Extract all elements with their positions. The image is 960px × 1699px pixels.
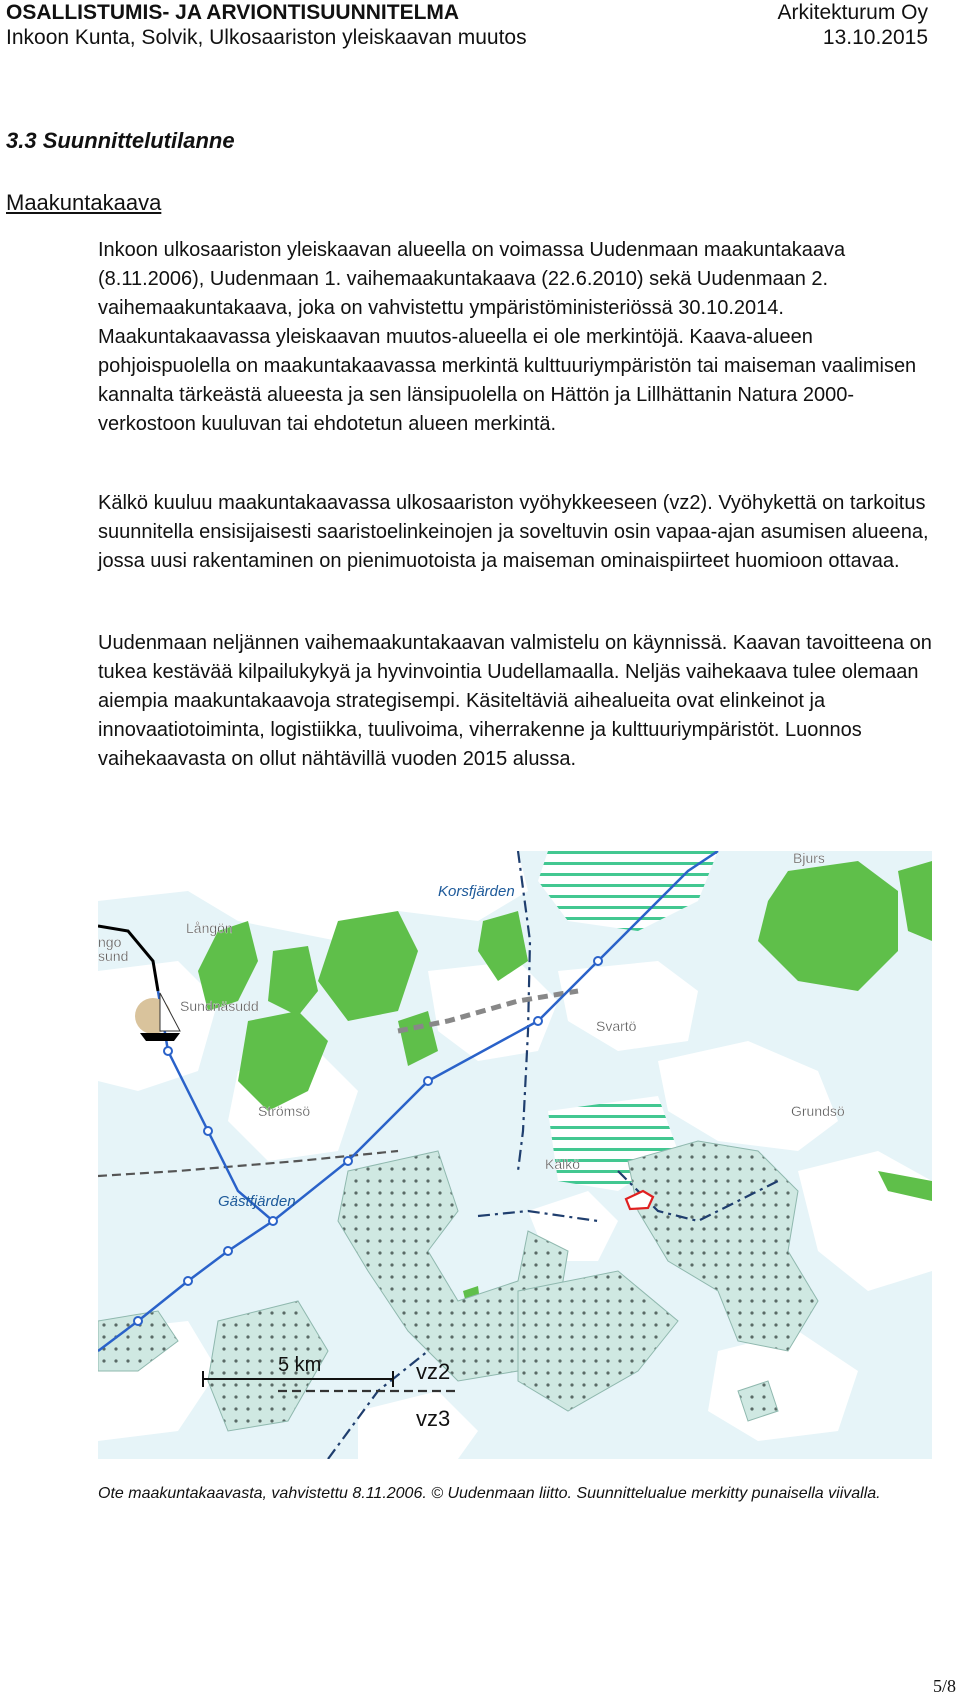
place-label-gastfjarden: Gästfjärden: [218, 1193, 296, 1210]
place-label-kalko: Kälkö: [545, 1156, 581, 1172]
section-heading: 3.3 Suunnittelutilanne: [6, 128, 235, 153]
paragraph-2: [98, 489, 933, 576]
place-label-langon: Långön: [186, 920, 233, 936]
place-label-bjurs: Bjurs: [793, 851, 825, 866]
paragraph-3: [98, 629, 933, 774]
page-number: 5/8: [932, 1676, 956, 1696]
paragraph-1: [98, 236, 933, 439]
document-subtitle: Inkoon Kunta, Solvik, Ulkosaariston yleiskaavan muutos: [6, 26, 527, 49]
section-subheading: Maakuntakaava: [6, 190, 162, 215]
place-label-ngo: ngo: [98, 934, 122, 950]
company-name: Arkitekturum Oy: [777, 1, 928, 24]
map-caption: Ote maakuntakaavasta, vahvistettu 8.11.2006. © Uudenmaan liitto. Suunnittelualue merkitty punaisella viivalla.: [98, 1485, 881, 1502]
place-label-sund: sund: [98, 948, 129, 964]
place-label-svarto: Svartö: [596, 1018, 637, 1034]
scale-label: 5 km: [278, 1354, 322, 1376]
page-header: [6, 0, 928, 50]
regional-plan-map: [98, 851, 932, 1459]
place-label-grundso: Grundsö: [791, 1103, 845, 1119]
document-date: 13.10.2015: [822, 26, 928, 49]
place-label-stromsor: Strömsö: [258, 1103, 311, 1119]
paragraph-text: Uudenmaan neljännen vaihemaakuntakaavan valmistelu on käynnissä. Kaavan tavoitteena on tukea kestävää kilpailukykyä ja hyvinvointia Uudellamaalla. Neljäs vaihekaava tulee olemaan aiempia maakuntakaavoja strategisempi. Käsiteltäviä aihealueita ovat elinkeinot ja innovaatiotoiminta, logistiikka, tuulivoima, viherrakenne ja kulttuuriympäristöt. Luonnos vaihekaavasta on ollut nähtävillä vuoden 2015 alussa.: [98, 632, 932, 770]
place-label-korsfjarden: Korsfjärden: [438, 883, 515, 900]
zone-label-vz2: vz2: [416, 1359, 451, 1384]
paragraph-text: Kälkö kuuluu maakuntakaavassa ulkosaariston vyöhykkeeseen (vz2). Vyöhykettä on tarkoitus suunnitella ensisijaisesti saaristoelinkeinojen ja soveltuvin osin vapaa-ajan asumisen alueena, jossa uusi rakentaminen on pienimuotoista ja maiseman ominaispiirteet huomioon ottavaa.: [98, 492, 929, 572]
place-label-sundnasudd: Sundnäsudd: [180, 998, 259, 1014]
document-title: OSALLISTUMIS- JA ARVIONTISUUNNITELMA: [6, 1, 460, 24]
zone-label-vz3: vz3: [416, 1406, 451, 1431]
paragraph-text: Inkoon ulkosaariston yleiskaavan alueella on voimassa Uudenmaan maakuntakaava (8.11.2006), Uudenmaan 1. vaihemaakuntakaava (22.6.2010) sekä Uudenmaan 2. vaihemaakuntakaava, joka on vahvistettu ympäristöministeriössä 30.10.2014. Maakuntakaavassa yleiskaavan muutos-alueella ei ole merkintöjä. Kaava-alueen pohjoispuolella on maakuntakaavassa merkintä kulttuuriympäristön tai maiseman vaalimisen kannalta tärkeästä alueesta ja sen länsipuolella on Hättön ja Lillhättanin Natura 2000-verkostoon kuuluvan tai ehdotetun alueen merkintä.: [98, 239, 917, 435]
